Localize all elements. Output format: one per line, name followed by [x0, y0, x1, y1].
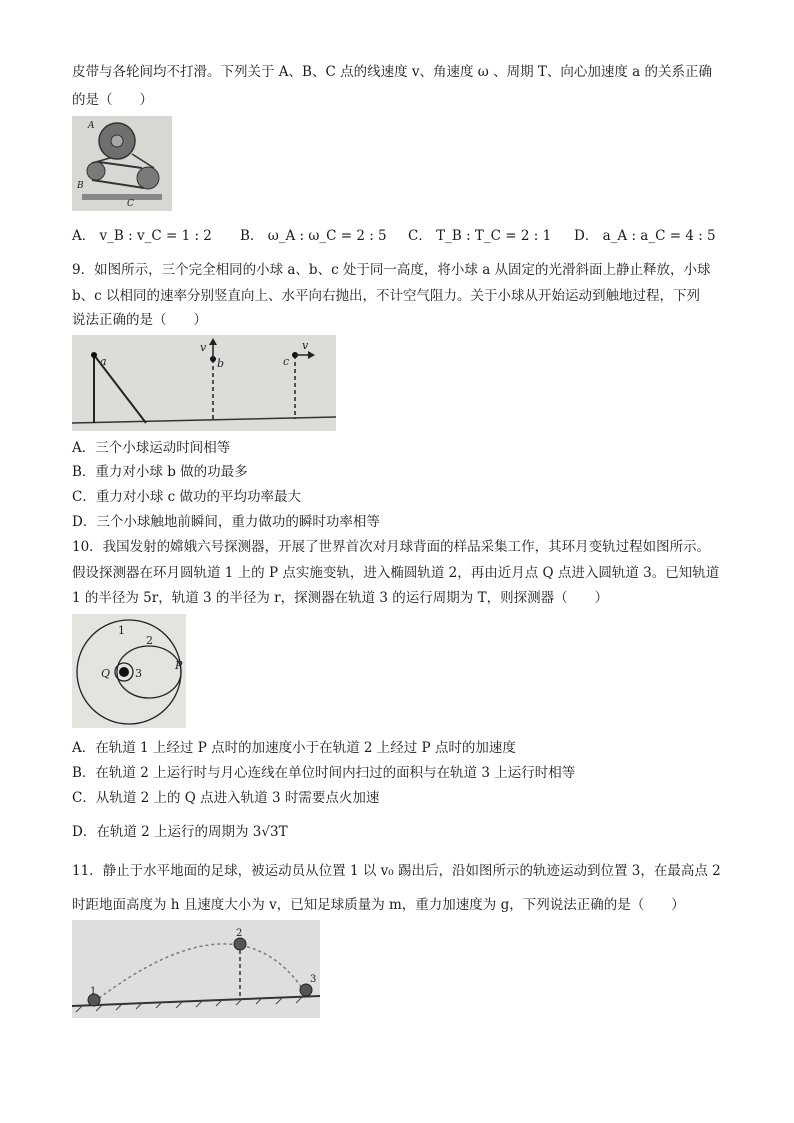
- q8-option-d: D． a_A : a_C = 4 : 5: [574, 228, 716, 244]
- q9-fig-label-c: c: [283, 355, 290, 368]
- q11-fig-label-2: 2: [236, 928, 243, 939]
- q10-stem-line-3: 1 的半径为 5r，轨道 3 的半径为 r，探测器在轨道 3 的运行周期为 T，则探测器（ ）: [72, 590, 609, 606]
- q10-option-a: A．在轨道 1 上经过 P 点时的加速度小于在轨道 2 上经过 P 点时的加速度: [72, 740, 516, 756]
- q10-option-b: B．在轨道 2 上运行时与月心连线在单位时间内扫过的面积与在轨道 3 上运行时相等: [72, 765, 576, 781]
- q10-fig-label-q: Q: [101, 667, 111, 680]
- q8-stem-line-2: 的是（ ）: [72, 92, 153, 108]
- q8-option-a: A． v_B : v_C = 1 : 2: [72, 228, 212, 244]
- q9-fig-label-v-up: v: [200, 341, 207, 354]
- q9-option-d: D．三个小球触地前瞬间，重力做功的瞬时功率相等: [72, 514, 380, 530]
- q8-fig-label-c: C: [127, 199, 134, 209]
- q10-stem-line-2: 假设探测器在环月圆轨道 1 上的 P 点实施变轨，进入椭圆轨道 2，再由近月点 Q 点进入圆轨道 3。已知轨道: [72, 565, 720, 581]
- q9-stem-line-2: b、c 以相同的速率分别竖直向上、水平向右抛出，不计空气阻力。关于小球从开始运动到触地过程，下列: [72, 288, 700, 304]
- q8-fig-label-b: B: [77, 181, 84, 191]
- q9-option-b: B．重力对小球 b 做的功最多: [72, 464, 248, 480]
- q11-football-figure: [72, 920, 320, 1018]
- q10-fig-label-orbit-3: 3: [135, 667, 142, 680]
- q10-fig-label-orbit-2: 2: [146, 634, 153, 647]
- q9-fig-label-b: b: [217, 357, 225, 370]
- q10-fig-label-orbit-1: 1: [118, 624, 125, 637]
- q11-fig-label-3: 3: [310, 974, 317, 985]
- q8-option-b: B． ω_A : ω_C = 2 : 5: [240, 228, 387, 244]
- q10-fig-label-p: P: [175, 659, 183, 672]
- q11-stem-line-1: 11．静止于水平地面的足球，被运动员从位置 1 以 v₀ 踢出后，沿如图所示的轨迹运动到位置 3，在最高点 2: [72, 863, 721, 879]
- q9-balls-figure: [72, 335, 336, 431]
- q9-fig-label-v-right: v: [302, 339, 309, 352]
- q10-orbit-figure: [72, 614, 186, 728]
- q8-option-c: C． T_B : T_C = 2 : 1: [408, 228, 552, 244]
- q9-option-c: C．重力对小球 c 做功的平均功率最大: [72, 489, 301, 505]
- q9-stem-line-3: 说法正确的是（ ）: [72, 312, 207, 328]
- q11-stem-line-2: 时距地面高度为 h 且速度大小为 v，已知足球质量为 m，重力加速度为 g，下列说法正确的是（ ）: [72, 897, 685, 913]
- q9-option-a: A．三个小球运动时间相等: [72, 440, 231, 456]
- q8-fig-label-a: A: [88, 121, 95, 131]
- q9-stem-line-1: 9．如图所示，三个完全相同的小球 a、b、c 处于同一高度，将小球 a 从固定的光滑斜面上静止释放，小球: [72, 262, 711, 278]
- q11-fig-label-1: 1: [90, 986, 97, 997]
- q8-stem-line-1: 皮带与各轮间均不打滑。下列关于 A、B、C 点的线速度 v、角速度 ω 、周期 T、向心加速度 a 的关系正确: [72, 64, 713, 80]
- q9-fig-label-a: a: [100, 355, 107, 368]
- q8-pulley-figure: [72, 116, 172, 211]
- q10-stem-line-1: 10．我国发射的嫦娥六号探测器，开展了世界首次对月球背面的样品采集工作，其环月变轨过程如图所示。: [72, 539, 711, 555]
- q10-option-d: D．在轨道 2 上运行的周期为 3√3T: [72, 824, 288, 840]
- q10-option-c: C．从轨道 2 上的 Q 点进入轨道 3 时需要点火加速: [72, 790, 380, 806]
